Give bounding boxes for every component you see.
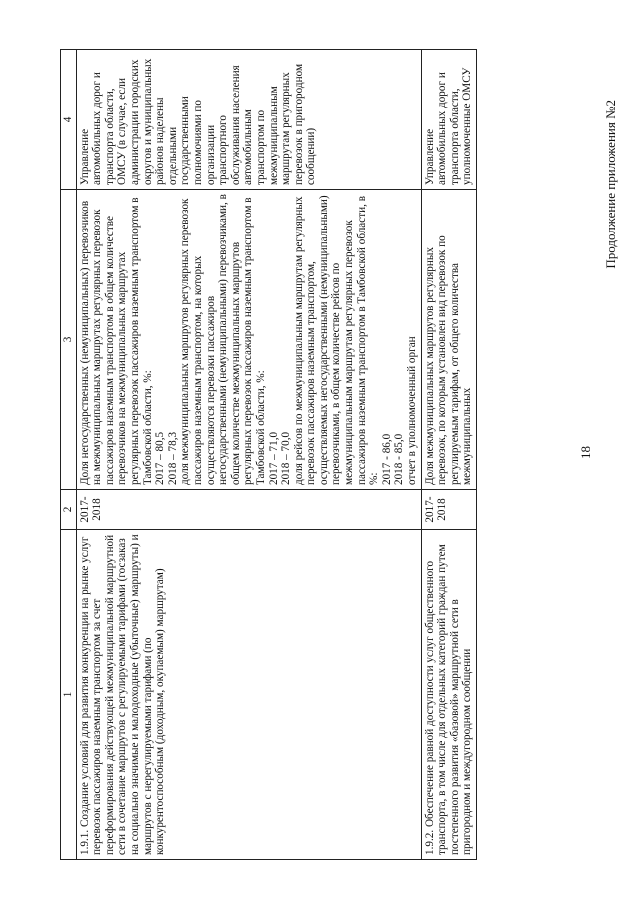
page-number: 18 [578, 446, 593, 459]
period-text: 2017- 2018 [78, 496, 104, 523]
measure-text: 1.9.2. Обеспечение равной доступности услуг общественного транспорта, в том числе для отдельных категорий граждан путем постепенного развития «базовой» маршрутной сети в пригородном и междугородном сообщении [423, 544, 474, 855]
period-cell [76, 490, 421, 530]
indicators-text: Доля негосударственных (немуниципальных) перевозчиков на межмуниципальных маршрутах регулярных перевозок пассажиров наземным транспортом в общем количестве перевозчиков на межмуниципальных маршрутах регулярных перевозок пассажиров наземным транспортом в Тамбовской области, %: 2017 – 80,5 2018 – 78,3 доля межмуниципальных маршрутов регулярных перевозок пассажиров наземным транспортом, на которых осуществляются перевозки пассажиров негосударственными (немуниципальными) перевозчиками, в общем количестве межмуниципальных маршрутов регулярных перевозок пассажиров наземным транспортом в Тамбовской области, %: 2017 – 71,0 2018 – 70,0 доля рейсов по межмуниципальным маршрутам регулярных перевозок пассажиров наземным транспортом, осуществляемых негосударственными (немуниципальными) перевозчиками, в общем количестве рейсов по межмуниципальным маршрутам регулярных перевозок пассажиров наземным транспортом в Тамбовской области, в %: 2017 - 86,0 2018 - 85,0 отчет в уполномоченный орган [78, 194, 419, 485]
measures-table [60, 49, 477, 860]
indicators-cell [421, 190, 476, 490]
column-header: 1 [61, 530, 77, 860]
responsible-cell [76, 50, 421, 190]
table-header-row [61, 50, 77, 860]
indicators-text: Доля межмуниципальных маршрутов регулярных перевозок, по которым установлен вид перевозок по регулируемым тарифам, от общего количества межмуниципальных [423, 235, 474, 485]
measure-cell [421, 530, 476, 860]
indicators-cell [76, 190, 421, 490]
period-text: 2017- 2018 [423, 496, 449, 523]
table-row [76, 50, 421, 860]
table-row [421, 50, 476, 860]
period-cell [421, 490, 476, 530]
column-header: 2 [61, 490, 77, 530]
column-header: 3 [61, 190, 77, 490]
appendix-continuation-label: Продолжение приложения №2 [603, 100, 618, 269]
responsible-text: Управление автомобильных дорог и транспорта области, уполномоченные ОМСУ [423, 67, 474, 185]
measure-text: 1.9.1. Создание условий для развития конкуренции на рынке услуг перевозок пассажиров наземным транспортом за счет переформирования действующей межмуниципальной маршрутной сети в сочетание маршрутов с регулируемыми тарифами (госзаказ на социально значимые и малодоходные (убыточные) маршруты) и маршрутов с нерегулируемыми тарифами (по конкурентоспособным (доходным, окупаемым) маршрутам) [78, 534, 167, 855]
responsible-cell [421, 50, 476, 190]
column-header: 4 [61, 50, 77, 190]
responsible-text: Управление автомобильных дорог и транспорта области, ОМСУ (в случае, если администрации городских округов и муниципальных районов наделены отдельными государственными полномочиями по организации транспортного обслуживания населения автомобильным транспортом по межмуниципальным маршрутам регулярных перевозок в пригородном сообщении) [78, 58, 318, 185]
measure-cell [76, 530, 421, 860]
